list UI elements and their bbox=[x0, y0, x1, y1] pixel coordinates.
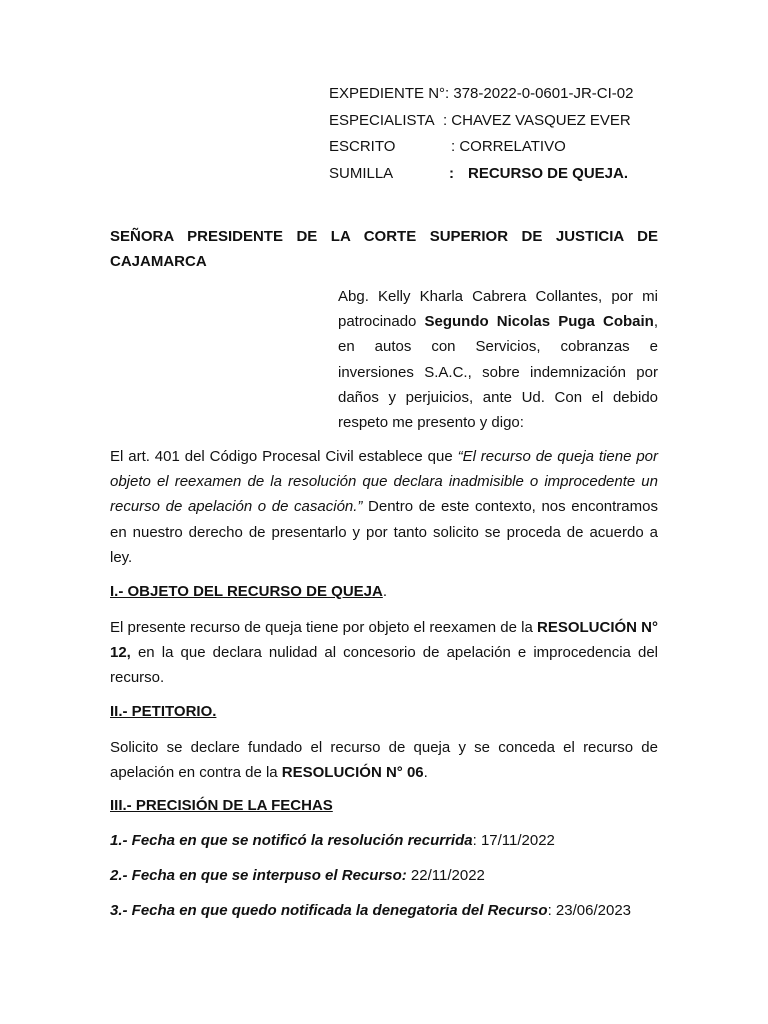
sumilla-colon: : bbox=[449, 164, 454, 182]
section-1-text-2: en la que declara nulidad al concesorio de apelación e improcedencia del recurso. bbox=[110, 644, 658, 687]
legal-basis-paragraph bbox=[110, 444, 658, 570]
section-1-title bbox=[110, 582, 387, 602]
section-1-resolution: RESOLUCIÓN N° 12, bbox=[110, 619, 658, 662]
sumilla-value: RECURSO DE QUEJA. bbox=[468, 164, 629, 182]
section-2-text-2: . bbox=[423, 764, 428, 782]
section-2-text-1: Solicito se declare fundado el recurso de queja y se conceda el recurso de apelación en contra de la bbox=[110, 739, 658, 782]
section-3-title: III.- PRECISIÓN DE LA FECHAS bbox=[110, 797, 333, 814]
date-3-label: 3.- Fecha en que quedo notificada la denegatoria del Recurso bbox=[110, 902, 548, 919]
especialista-value: : CHAVEZ VASQUEZ EVER bbox=[442, 111, 631, 129]
legal-basis-text-2: Dentro de este contexto, nos encontramos en nuestro derecho de presentarlo y por tanto solicito se proceda de acuerdo a ley. bbox=[110, 498, 658, 566]
case-header bbox=[329, 84, 729, 190]
date-line-2 bbox=[110, 866, 485, 886]
section-2-paragraph bbox=[110, 735, 658, 785]
sumilla-row bbox=[329, 164, 729, 191]
section-2-title: II.- PETITORIO. bbox=[110, 703, 217, 720]
date-line-3 bbox=[110, 901, 631, 921]
expediente-row bbox=[329, 84, 729, 111]
escrito-row bbox=[329, 137, 729, 164]
section-1-title-period: . bbox=[382, 583, 387, 600]
section-1-paragraph bbox=[110, 615, 658, 691]
especialista-row bbox=[329, 111, 729, 138]
date-3-value: : 23/06/2023 bbox=[547, 902, 632, 919]
addressee-heading: SEÑORA PRESIDENTE DE LA CORTE SUPERIOR DE JUSTICIA DE CAJAMARCA bbox=[110, 228, 658, 270]
date-1-value: : 17/11/2022 bbox=[472, 832, 555, 849]
date-2-label: 2.- Fecha en que se interpuso el Recurso: bbox=[110, 867, 407, 884]
section-1-text-1: El presente recurso de queja tiene por objeto el reexamen de la bbox=[110, 619, 537, 636]
legal-basis-text-1: El art. 401 del Código Procesal Civil establece que bbox=[110, 448, 458, 465]
section-2-resolution: RESOLUCIÓN N° 06 bbox=[281, 764, 424, 782]
sumilla-label: SUMILLA bbox=[329, 164, 394, 182]
escrito-label: ESCRITO bbox=[329, 138, 396, 155]
intro-paragraph bbox=[338, 284, 658, 435]
client-name: Segundo Nicolas Puga Cobain bbox=[424, 313, 654, 331]
especialista-label: ESPECIALISTA bbox=[329, 111, 435, 129]
escrito-value: : CORRELATIVO bbox=[451, 138, 566, 155]
date-line-1 bbox=[110, 831, 555, 851]
date-2-value: 22/11/2022 bbox=[406, 867, 485, 884]
expediente-value: : 378-2022-0-0601-JR-CI-02 bbox=[445, 85, 634, 102]
expediente-label: EXPEDIENTE N° bbox=[329, 85, 446, 102]
section-1-title-text: I.- OBJETO DEL RECURSO DE QUEJA bbox=[110, 583, 383, 600]
date-1-label: 1.- Fecha en que se notificó la resolución recurrida bbox=[110, 832, 473, 849]
legal-basis-quote: “El recurso de queja tiene por objeto el reexamen de la resolución que declara inadmisible o improcedente un recurso de apelación o de casación.” bbox=[110, 448, 658, 516]
intro-text-2: , en autos con Servicios, cobranzas e inversiones S.A.C., sobre indemnización por daños y perjuicios, ante Ud. Con el debido respeto me presento y digo: bbox=[338, 313, 658, 432]
intro-text-1: Abg. Kelly Kharla Cabrera Collantes, por mi patrocinado bbox=[338, 288, 658, 331]
